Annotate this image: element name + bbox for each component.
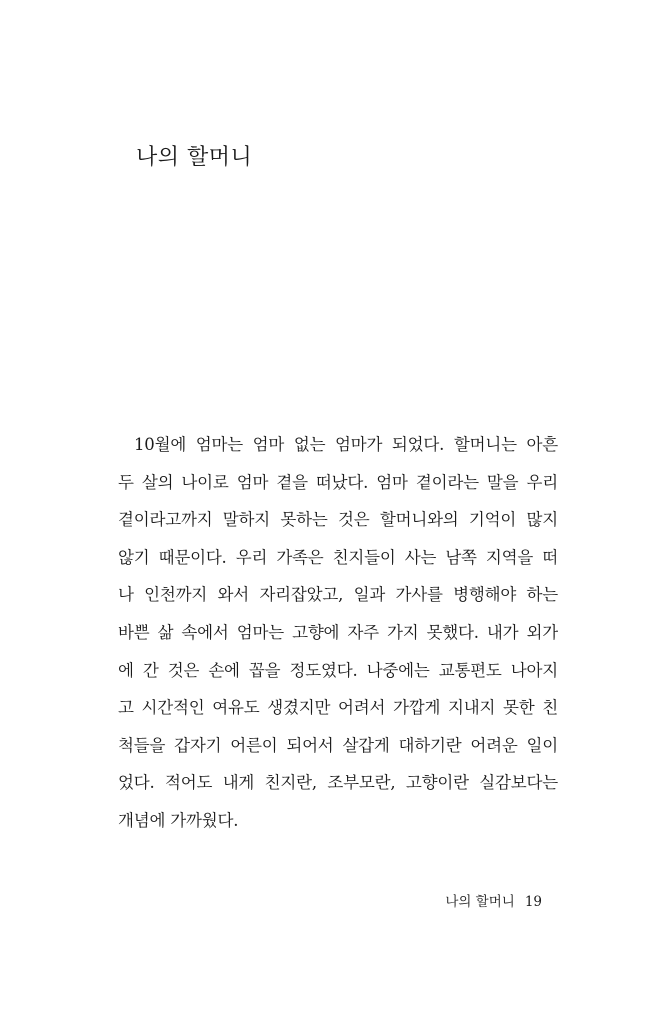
text-line-3: 곁이라고까지 말하지 못하는 것은 할머니와의 기억이 많지 [118,510,558,530]
text-line-5: 나 인천까지 와서 자리잡았고, 일과 가사를 병행해야 하는 [118,585,558,605]
text-line-10: 었다. 적어도 내게 친지란, 조부모란, 고향이란 실감보다는 [118,773,558,793]
chapter-title: 나의 할머니 [136,145,253,170]
text-line-8: 고 시간적인 여유도 생겼지만 어려서 가깝게 지내지 못한 친 [118,698,558,718]
text-line-9: 척들을 갑자기 어른이 되어서 살갑게 대하기란 어려운 일이 [118,735,558,755]
text-line-1: 10월에 엄마는 엄마 없는 엄마가 되었다. 할머니는 아흔 [134,435,558,454]
text-line-2: 두 살의 나이로 엄마 곁을 떠났다. 엄마 곁이라는 말을 우리 [118,472,558,492]
text-line-6: 바쁜 삶 속에서 엄마는 고향에 자주 가지 못했다. 내가 외가 [118,622,558,642]
text-line-7: 에 간 것은 손에 꼽을 정도였다. 나중에는 교통편도 나아지 [118,660,558,680]
page-footer [400,890,542,910]
page-number: 19 [524,894,542,910]
text-line-11: 개념에 가까웠다. [118,810,239,830]
body-paragraph [118,426,558,840]
running-title: 나의 할머니 [445,894,515,910]
text-line-4: 않기 때문이다. 우리 가족은 친지들이 사는 남쪽 지역을 떠 [118,547,558,567]
